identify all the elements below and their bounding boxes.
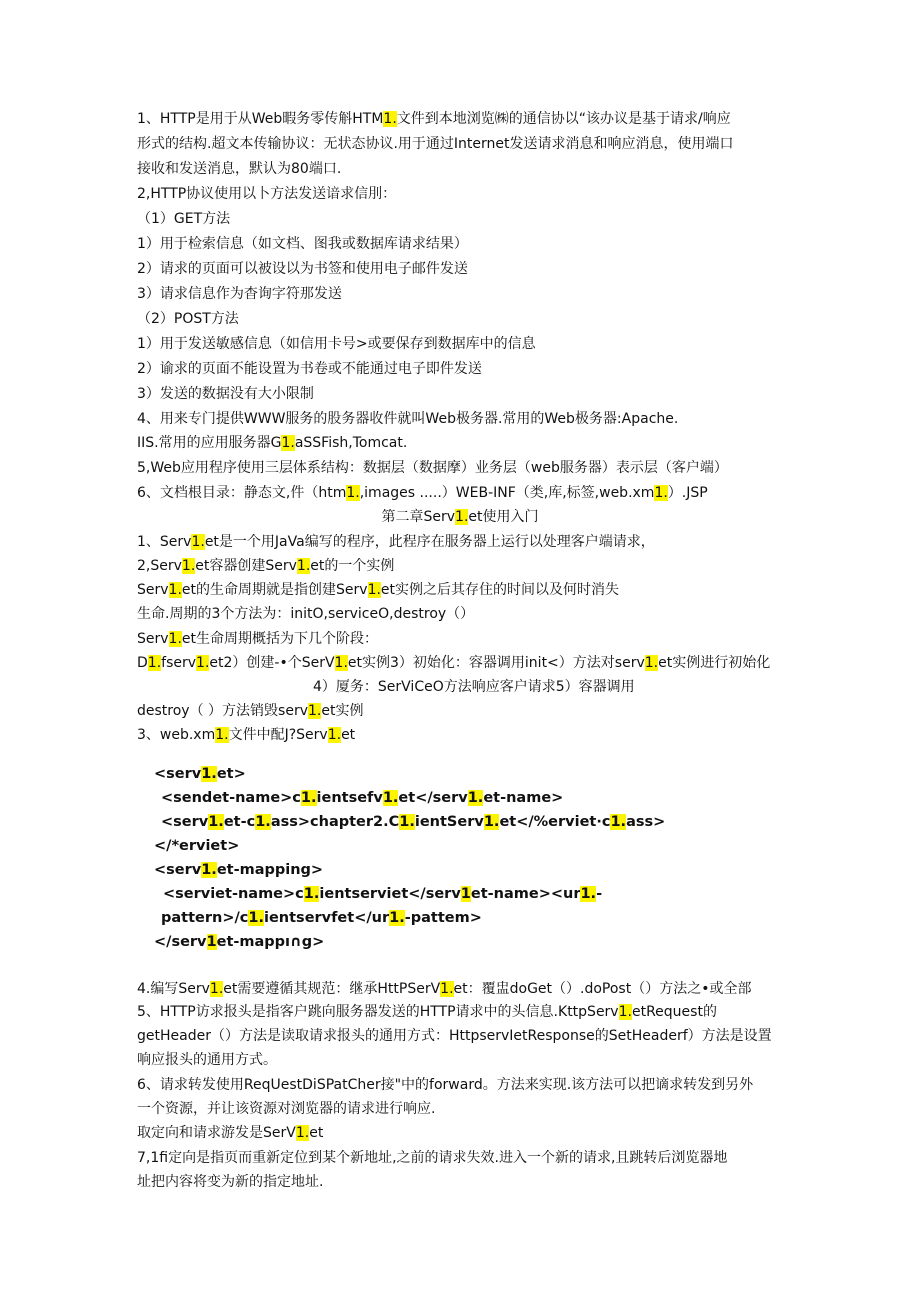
highlight-mark: 1.: [248, 910, 264, 926]
highlight-mark: 1.: [367, 582, 381, 598]
highlight-mark: 1.: [382, 790, 399, 806]
highlight-mark: 1.: [389, 910, 405, 926]
text-line: （1）GET方法: [137, 211, 231, 227]
text-line: getHeader（）方法是读取请求报头的通用方式：HttpservIetResponse的SetHeaderf）方法是设置: [137, 1028, 772, 1044]
text-line: 1）用于检索信息（如文档、图我或数据库请求结果）: [137, 236, 468, 252]
text-line: 4、用来专门提供WWW服务的股务器收件就叫Web极务器.常用的Web极务器:Apache.: [137, 411, 679, 427]
highlight-mark: 1.: [208, 814, 224, 830]
text-line: 接收和发送消息，默认为80端口.: [137, 161, 342, 177]
text-line: 1）用于发送敏感信息（如信用卡号>或要保存到数据库中的信息: [137, 336, 536, 352]
text-line: 4）厦务：SerViCeO方法响应客户请求5）容器调用: [313, 679, 635, 695]
highlight-mark: 1.: [346, 485, 360, 501]
text-line: 7,1fi定向是指页而重新定位到某个新地址,之前的请求失效.进入一个新的请求,且跳转后浏览器地: [137, 1150, 728, 1166]
text-line: 取定向和请求游发是SerV1.et: [137, 1125, 324, 1141]
text-line: 址把内容将变为新的指定地址.: [137, 1174, 324, 1190]
text-line: 2）请求的页面可以被设以为书签和使用电子邮件发送: [137, 261, 468, 277]
text-line: Serv1.et生命周期概括为下几个阶段：: [137, 631, 379, 647]
code-line: <sendet-name>c1.ientsefv1.et</serv1.et-name>: [161, 790, 564, 806]
highlight-mark: 1.: [201, 766, 217, 782]
code-line: </*erviet>: [154, 838, 240, 854]
text-line: D1.fserv1.et2）创建-•个SerV1.et实例3）初始化：容器调用init<）方法对serv1.et实例进行初始化: [137, 655, 771, 671]
text-line: 1、Serv1.et是一个用JaVa编写的程序，此程序在服务器上运行以处理客户端请求，: [137, 534, 655, 550]
highlight-mark: 1.: [181, 558, 196, 574]
highlight-mark: 1.: [191, 534, 205, 550]
text-line: 生命.周期的3个方法为：initO,serviceO,destroy（）: [137, 606, 475, 622]
text-line: destroy（ ）方法销毁serv1.et实例: [137, 703, 364, 719]
highlight-mark: 1.: [215, 727, 229, 743]
highlight-mark: 1.: [295, 1125, 310, 1141]
highlight-mark: 1.: [399, 814, 415, 830]
highlight-mark: 1.: [654, 485, 668, 501]
highlight-mark: 1.: [580, 886, 597, 902]
highlight-mark: 1.: [334, 655, 348, 671]
text-line: 2）谕求的页面不能设置为书卷或不能通过电子即件发送: [137, 361, 482, 377]
code-line: pattern>/c1.ientservfet</ur1.-pattem>: [161, 910, 482, 926]
highlight-mark: 1.: [201, 862, 217, 878]
text-line: 3）请求信息作为杳询字符那发送: [137, 286, 342, 302]
highlight-mark: 1.: [209, 981, 224, 997]
highlight-mark: 1.: [440, 981, 454, 997]
text-line: 4.编写Serv1.et需要遵循其规范：继承HttPSerV1.et：覆盅doGet（）.doPost（）方法之•或全部: [137, 981, 752, 997]
text-line: 2,Serv1.et容器创建Serv1.et的一个实例: [137, 558, 395, 574]
text-line: 5、HTTP访求报头是指客户跳向服务器发送的HTTP请求中的头信息.KttpServ1.etRequest的: [137, 1004, 717, 1020]
text-line: （2）POST方法: [137, 311, 239, 327]
highlight-mark: 1.: [327, 727, 342, 743]
highlight-mark: 1.: [644, 655, 659, 671]
highlight-mark: 1.: [467, 790, 484, 806]
highlight-mark: 1: [206, 934, 217, 950]
code-line: </serv1et-mappı∩g>: [154, 934, 325, 950]
text-line: 1、HTTP是用于从Web暇务零传斛HTM1.文件到本地浏览㈱的通信协以“该办议是基于请求/响应: [137, 111, 731, 127]
highlight-mark: 1.: [303, 886, 320, 902]
code-line: <serv1.et>: [154, 766, 246, 782]
highlight-mark: 1.: [196, 655, 210, 671]
highlight-mark: 1.: [610, 814, 627, 830]
code-line: <serv1.et-c1.ass>chapter2.C1.ientServ1.et</%erviet·c1.ass>: [161, 814, 666, 830]
code-line: <serv1.et-mapping>: [154, 862, 324, 878]
text-line: 一个资源，并让该资源对浏览器的请求进行响应.: [137, 1101, 436, 1117]
text-line: Serv1.et的生命周期就是指创建Serv1.et实例之后其存住的时间以及何时消失: [137, 582, 620, 598]
highlight-mark: 1.: [483, 814, 500, 830]
text-line: 2,HTTP协议使用以卜方法发送谙求信刖：: [137, 186, 397, 202]
highlight-mark: 1.: [618, 1004, 632, 1020]
chapter-heading: 第二章Serv1.et使用入门: [381, 509, 539, 525]
highlight-mark: 1.: [168, 582, 182, 598]
highlight-mark: 1.: [255, 814, 271, 830]
highlight-mark: 1.: [455, 509, 469, 525]
text-line: IIS.常用的应用服务器G1.aSSFish,Tomcat.: [137, 435, 408, 451]
highlight-mark: 1.: [383, 111, 397, 127]
highlight-mark: 1.: [307, 703, 322, 719]
highlight-mark: 1.: [281, 435, 295, 451]
highlight-mark: 1.: [300, 790, 317, 806]
text-line: 6、请求转发使用ReqUestDiSPatCher接"中的forward。方法来实现.该方法可以把谪求转发到另外: [137, 1077, 754, 1093]
code-line: <serviet-name>c1.ientserviet</serv1et-name><ur1.-: [163, 886, 603, 902]
text-line: 6、文档根目录：静态文,件（htm1.,images .....）WEB-INF（类,库,标签,web.xm1.）.JSP: [137, 485, 708, 501]
text-line: 3、web.xm1.文件中配J?Serv1.et: [137, 727, 356, 743]
highlight-mark: 1.: [168, 631, 182, 647]
text-line: 3）发送的数据没有大小限制: [137, 386, 314, 402]
highlight-mark: 1: [460, 886, 471, 902]
text-line: 形式的结构.超文本传输协议：无状态协议.用于通过Internet发送请求消息和响应消息，使用端口: [137, 136, 734, 152]
text-line: 5,Web应用程序使用三层体系结构：数据层（数据摩）业务层（web服务器）表示层（客户端）: [137, 460, 728, 476]
highlight-mark: 1.: [147, 655, 162, 671]
text-line: 响应报头的通用方式。: [137, 1052, 277, 1068]
highlight-mark: 1.: [296, 558, 311, 574]
